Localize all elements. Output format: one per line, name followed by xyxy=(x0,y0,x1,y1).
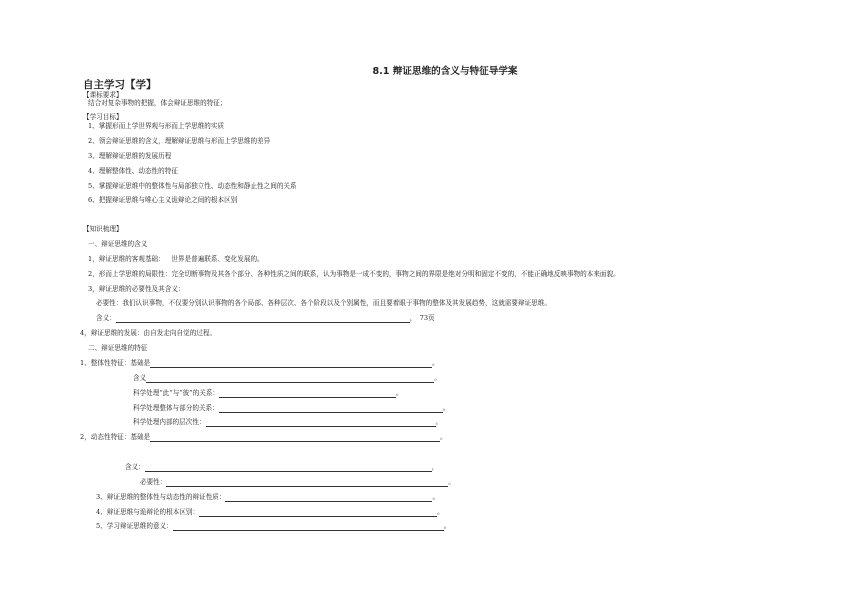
question-3-row xyxy=(96,493,439,502)
knowledge-line3: 3，辩证思维的必要性及其含义： xyxy=(88,285,185,293)
period: 。 xyxy=(448,478,455,486)
period: 。 xyxy=(440,433,447,441)
curriculum-text: 结合对复杂事物的把握，体会辩证思维的特征； xyxy=(88,99,227,107)
holistic-label: 1、整体性特征：基础是 xyxy=(80,359,151,367)
holistic-basis-row xyxy=(80,359,439,368)
question-4-label: 4、辩证思维与诡辩论的根本区别： xyxy=(96,508,200,516)
question-5-row xyxy=(96,522,450,531)
period: 。 xyxy=(435,418,443,426)
holistic-meaning-row xyxy=(133,374,441,383)
knowledge-label: 【知识梳理】 xyxy=(83,225,123,233)
question-4-blank[interactable] xyxy=(199,509,437,517)
part1-heading: 一、辩证思维的含义 xyxy=(88,240,148,248)
dynamic-necessity-label: 必要性： xyxy=(140,478,167,486)
meaning-label: 含义： xyxy=(96,314,116,322)
dynamic-meaning-row xyxy=(125,463,438,472)
objective-item: 4、理解整体性、动态性的特征 xyxy=(88,167,178,175)
holistic-this-that-label: 科学处理“此”与“彼”的关系： xyxy=(133,389,220,397)
holistic-levels-row xyxy=(133,418,442,427)
holistic-levels-blank[interactable] xyxy=(206,419,436,427)
period: 。 xyxy=(434,374,441,382)
knowledge-line4: 4，辩证思维的发展：由自发走向自觉的过程。 xyxy=(80,329,217,337)
dynamic-necessity-row xyxy=(140,478,455,487)
question-5-label: 5、学习辩证思维的意义： xyxy=(96,522,173,530)
period: 。 xyxy=(432,359,439,367)
knowledge-line2: 2，形而上学思维的局限性：完全切断事物及其各个部分、各种性质之间的联系，认为事物是一成不变的，事物之间的界限是绝对分明和固定不变的，不能正确地反映事物的本来面貌。 xyxy=(88,270,620,278)
question-4-row xyxy=(96,508,444,517)
period: 。 xyxy=(437,508,444,516)
holistic-meaning-label: 含义 xyxy=(133,374,147,382)
section-heading: 自主学习【学】 xyxy=(83,79,157,91)
question-5-blank[interactable] xyxy=(173,523,444,531)
period: 。 xyxy=(396,389,403,397)
curriculum-label: 【课标要求】 xyxy=(83,91,123,99)
meaning-row xyxy=(96,314,435,323)
holistic-part-whole-blank[interactable] xyxy=(219,405,443,413)
page-title: 8.1 辩证思维的含义与特征导学案 xyxy=(372,66,518,77)
holistic-meaning-blank[interactable] xyxy=(146,375,434,383)
holistic-basis-blank[interactable] xyxy=(150,360,432,368)
holistic-levels-label: 科学处理内部的层次性： xyxy=(133,418,206,426)
objective-item: 5、掌握辩证思维中的整体性与局部独立性、动态性和静止性之间的关系 xyxy=(88,182,297,190)
question-3-label: 3、辩证思维的整体性与动态性的辩证性质： xyxy=(96,493,226,501)
necessity-text: 必要性：我们认识事物，不仅要分别认识事物的各个局部、各种层次、各个阶段以及个别属性，而且要着眼于事物的整体及其发展趋势，这就需要辩证思维。 xyxy=(96,299,551,307)
holistic-part-whole-row xyxy=(133,404,449,413)
question-3-blank[interactable] xyxy=(225,494,432,502)
holistic-this-that-row xyxy=(133,389,403,398)
dynamic-basis-row xyxy=(80,433,447,442)
dynamic-label: 2，动态性特征：基础是 xyxy=(80,433,151,441)
holistic-part-whole-label: 科学处理整体与部分的关系： xyxy=(133,404,219,412)
dynamic-meaning-label: 含义： xyxy=(125,463,145,471)
part2-heading: 二、辩证思维的特征 xyxy=(88,344,148,352)
holistic-this-that-blank[interactable] xyxy=(219,390,396,398)
period: 。 xyxy=(442,404,450,412)
objective-item: 3、理解辩证思维的发展历程 xyxy=(88,152,172,160)
objectives-label: 【学习目标】 xyxy=(83,113,123,121)
period: 。 xyxy=(432,493,440,501)
knowledge-line1-label: 1，辩证思维的客观基础： xyxy=(88,255,165,263)
meaning-end: ， 73页 xyxy=(409,314,435,322)
objective-item: 6、把握辩证思维与唯心主义诡辩论之间的根本区别 xyxy=(88,196,238,204)
dynamic-necessity-blank[interactable] xyxy=(166,479,448,487)
period: 。 xyxy=(443,522,451,530)
dynamic-meaning-blank[interactable] xyxy=(145,464,432,472)
objective-item: 2、领会辩证思维的含义，理解辩证思维与形而上学思维的差异 xyxy=(88,137,271,145)
objective-item: 1、掌握形而上学世界观与形而上学思维的实质 xyxy=(88,122,225,130)
comma: ， xyxy=(431,463,439,471)
dynamic-basis-blank[interactable] xyxy=(150,434,440,442)
knowledge-line1 xyxy=(88,255,264,264)
knowledge-line1-text: 世界是普遍联系、变化发展的。 xyxy=(171,255,264,263)
meaning-blank[interactable] xyxy=(116,315,410,323)
